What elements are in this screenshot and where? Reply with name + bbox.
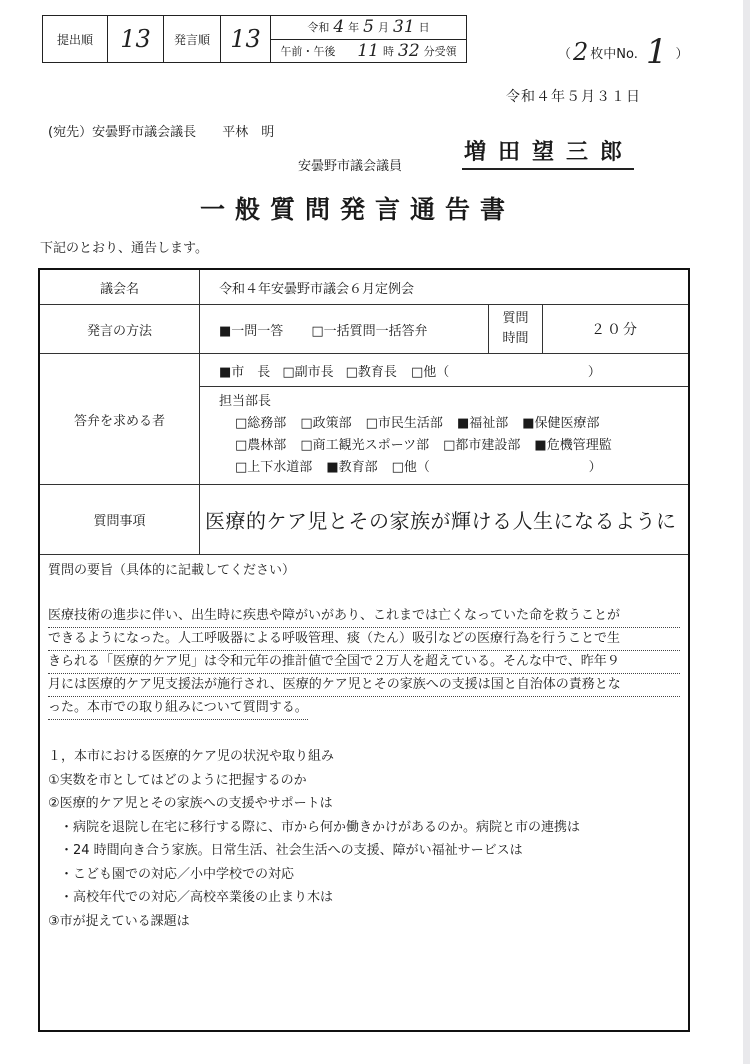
dept-label: 市民生活部 [377, 416, 443, 431]
question-time-value: ２０分 [591, 322, 639, 338]
assembly-value: 令和４年安曇野市議会６月定例会 [219, 281, 415, 297]
summary-line: きられる「医療的ケア児」は令和元年の推計値で全国で２万人を超えている。そんな中で、昨年９ [48, 651, 680, 674]
sheet-number: 1 [645, 32, 668, 72]
member-label: 安曇野市議会議員 [298, 159, 403, 174]
dept-label: 福祉部 [469, 416, 509, 431]
checkbox-empty-icon: □ [311, 323, 324, 339]
addressee-label: (宛先）安曇野市議会議長 [48, 125, 197, 140]
method-value [199, 305, 688, 353]
summary-heading: 質問の要旨（具体的に記載してください） [48, 563, 296, 578]
method-row [40, 305, 688, 354]
respondent-label: 他（ [423, 364, 450, 380]
dept-label: 都市建設部 [455, 438, 521, 453]
question-time-label [489, 305, 543, 353]
method-label: 発言の方法 [40, 305, 200, 353]
checkbox-checked-icon: ■ [219, 364, 232, 380]
dept-kiki[interactable] [534, 434, 611, 453]
method-option-label: 一問一答 [231, 323, 284, 339]
checkbox-empty-icon: □ [300, 438, 313, 453]
notice-text: 下記のとおり、通告します。 [40, 241, 208, 256]
close-paren: ） [588, 460, 602, 475]
question-item: ①実数を市としてはどのように把握するのか [48, 772, 307, 788]
dept-norin[interactable] [235, 434, 286, 453]
checkbox-empty-icon: □ [443, 438, 456, 453]
question-subitem: ・病院を退院し在宅に移行する際に、市から何か働きかけがあるのか。病院と市の連携は [60, 819, 581, 835]
received-time-row [271, 40, 466, 63]
dept-label: 総務部 [247, 416, 287, 431]
dept-label: 上下水道部 [247, 460, 313, 475]
respondents-row [40, 354, 688, 485]
respondent-deputy-mayor[interactable] [282, 361, 333, 380]
checkbox-checked-icon: ■ [219, 323, 232, 339]
summary-row [40, 555, 688, 1030]
respondents-value [199, 354, 688, 484]
received-month-unit: 月 [378, 21, 389, 35]
checkbox-checked-icon: ■ [534, 438, 547, 453]
question-subitem: ・高校年代での対応／高校卒業後の止まり木は [60, 890, 334, 905]
close-paren: ） [587, 364, 601, 380]
method-option-bulk[interactable] [311, 320, 427, 339]
summary-line: 医療技術の進歩に伴い、出生時に疾患や障がいがあり、これまでは亡くなっていた命を救うことが [48, 605, 680, 628]
assembly-row [40, 270, 688, 305]
received-date-row [271, 16, 466, 40]
addressee [48, 121, 274, 140]
question-item: ③市が捉えている課題は [48, 913, 190, 929]
sheet-total: 2 [573, 38, 589, 66]
received-year: 4 [333, 17, 345, 38]
summary-line: 月には医療的ケア児支援法が施行され、医療的ケア児とその家族への支援は国と自治体の責務とな [48, 674, 680, 697]
dept-seisaku[interactable] [300, 412, 351, 431]
respondents-label: 答弁を求める者 [40, 354, 200, 484]
checkbox-empty-icon: □ [282, 364, 295, 380]
received-minute-suffix: 分受領 [423, 44, 457, 58]
page-edge-strip [743, 0, 750, 1064]
reception-box [42, 15, 467, 63]
sheet-open-paren: （ [558, 46, 572, 62]
checkbox-checked-icon: ■ [522, 416, 535, 431]
dept-suido[interactable] [235, 456, 312, 475]
respondent-label: 市 長 [231, 364, 271, 380]
checkbox-checked-icon: ■ [326, 460, 339, 475]
checkbox-empty-icon: □ [235, 438, 248, 453]
dept-kyoiku[interactable] [326, 456, 377, 475]
document-date: 令和４年５月３１日 [506, 89, 641, 105]
received-am-pm: 午前・午後 [280, 44, 336, 58]
respondent-superintendent[interactable] [346, 361, 397, 380]
checkbox-empty-icon: □ [235, 460, 248, 475]
document-title: 一般質問発言通告書 [200, 195, 516, 224]
received-year-unit: 年 [348, 21, 360, 35]
checkbox-checked-icon: ■ [456, 416, 470, 431]
member-signature: 増田望三郎 [462, 135, 634, 170]
checkbox-empty-icon: □ [365, 416, 378, 431]
dept-shoko[interactable] [300, 434, 429, 453]
subject-row [40, 485, 688, 555]
summary-paragraph [48, 605, 680, 720]
sheet-middle: 枚中No. [590, 46, 638, 62]
dept-label: 商工観光スポーツ部 [312, 438, 430, 453]
dept-label: 政策部 [312, 416, 352, 431]
submission-order-label: 提出順 [43, 16, 108, 62]
received-hour: 11 [357, 40, 379, 61]
speaking-order-value: 13 [221, 16, 271, 62]
sheet-count [558, 32, 689, 72]
question-time-label-line2: 時間 [502, 331, 529, 346]
dept-hoken[interactable] [522, 412, 599, 431]
received-month: 5 [363, 17, 374, 38]
dept-label: 教育部 [338, 460, 378, 475]
respondent-other[interactable] [411, 361, 601, 380]
subject-value: 医療的ケア児とその家族が輝ける人生になるように [205, 509, 677, 533]
checkbox-empty-icon: □ [391, 460, 404, 475]
received-datetime [271, 16, 466, 62]
received-day: 31 [393, 17, 415, 38]
speaking-order-label: 発言順 [164, 16, 221, 62]
received-day-unit: 日 [418, 21, 430, 35]
checkbox-empty-icon: □ [410, 364, 424, 380]
dept-label: 保健医療部 [534, 416, 600, 431]
method-options [199, 305, 489, 353]
respondent-label: 副市長 [294, 364, 334, 380]
checkbox-empty-icon: □ [235, 416, 248, 431]
method-option-label: 一括質問一括答弁 [323, 323, 428, 339]
notice-table [38, 268, 690, 1032]
checkbox-empty-icon: □ [300, 416, 313, 431]
subject-label: 質問事項 [40, 485, 200, 554]
respondent-mayor[interactable] [219, 361, 270, 380]
received-hour-unit: 時 [383, 44, 394, 58]
dept-fukushi[interactable] [457, 412, 508, 431]
dept-other[interactable] [392, 456, 602, 475]
summary-line: できるようになった。人工呼吸器による呼吸管理、痰（たん）吸引などの医療行為を行うことで生 [48, 628, 680, 651]
summary-line: った。本市での取り組みについて質問する。 [48, 697, 308, 720]
question-item: １，本市における医療的ケア児の状況や取り組み [48, 749, 335, 764]
dept-toshi[interactable] [443, 434, 520, 453]
sheet-close-paren: ） [675, 46, 689, 62]
method-option-one-by-one[interactable] [219, 320, 283, 339]
checkbox-empty-icon: □ [345, 364, 358, 380]
question-item: ②医療的ケア児とその家族への支援やサポートは [48, 796, 333, 811]
dept-label: 他（ [403, 460, 430, 475]
dept-label: 農林部 [247, 438, 287, 453]
dept-soumu[interactable] [235, 412, 286, 431]
received-minute: 32 [398, 40, 420, 61]
submission-order-value: 13 [108, 16, 164, 62]
addressee-name: 平林 明 [222, 125, 275, 140]
question-subitem: ・こども園での対応／小中学校での対応 [60, 866, 295, 882]
assembly-label: 議会名 [40, 270, 200, 304]
question-time-label-line1: 質問 [502, 311, 529, 326]
dept-row [235, 434, 612, 453]
question-items [48, 745, 580, 933]
respondent-label: 教育長 [357, 364, 397, 380]
received-era: 令和 [307, 21, 330, 35]
dept-row [235, 412, 600, 431]
dept-heading: 担当部長 [219, 394, 272, 409]
dept-shimin[interactable] [366, 412, 443, 431]
dept-label: 危機管理監 [546, 438, 612, 453]
question-subitem: ・24 時間向き合う家族。日常生活、社会生活への支援、障がい福祉サービスは [60, 843, 523, 858]
dept-row [235, 456, 602, 475]
respondents-top-options [199, 354, 688, 387]
